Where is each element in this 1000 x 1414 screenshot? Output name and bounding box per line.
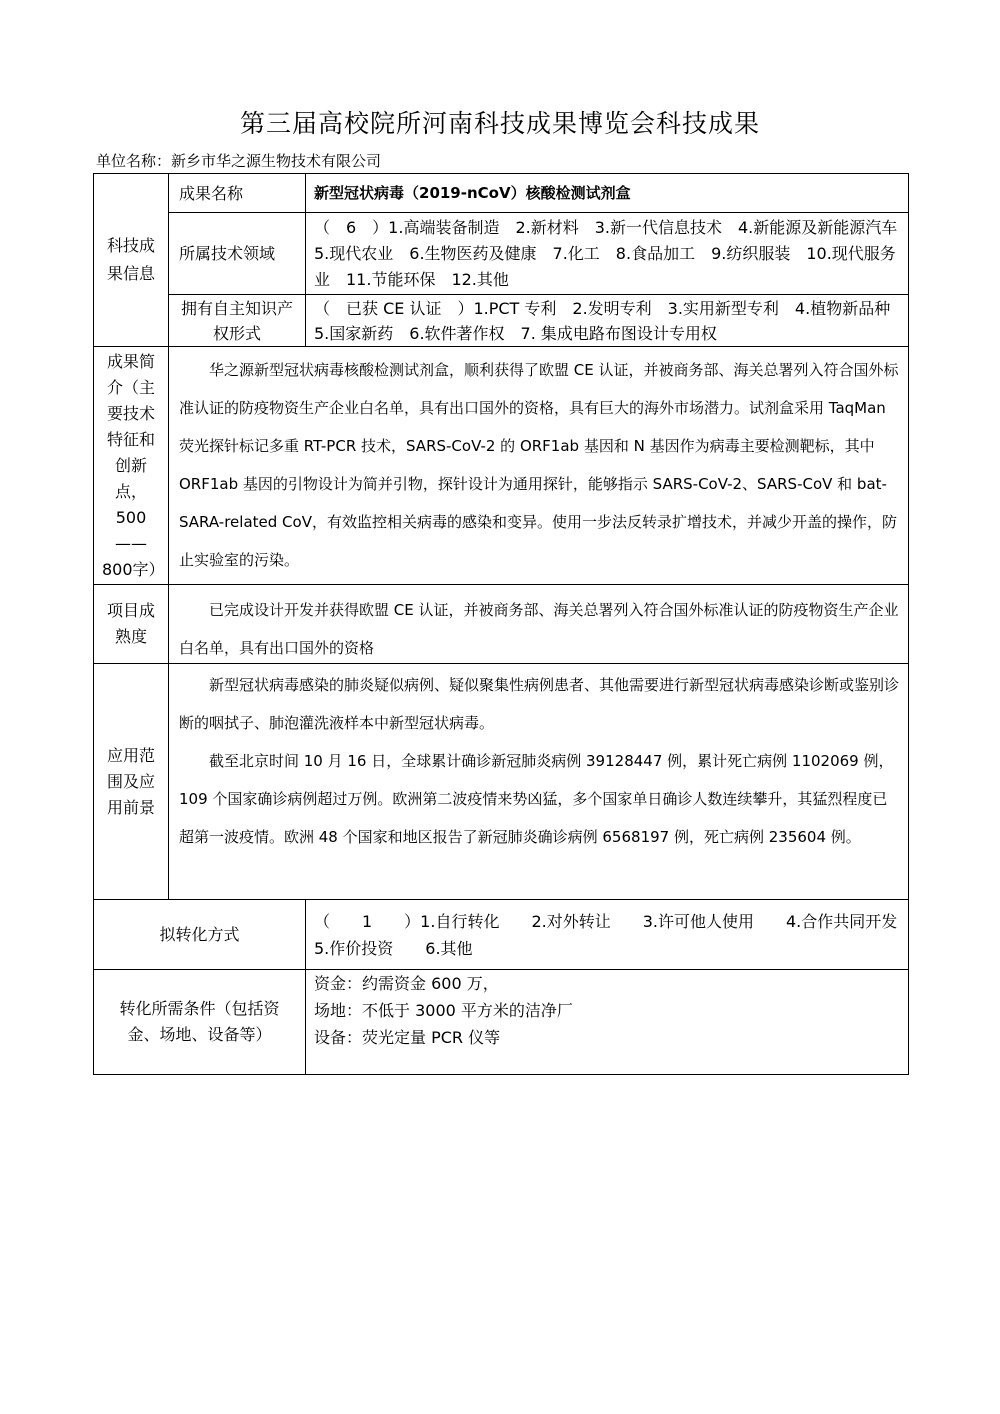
name-value: 新型冠状病毒（2019-nCoV）核酸检测试剂盒 [306,174,908,213]
achievement-table [93,173,914,1075]
unit-name: 单位名称：新乡市华之源生物技术有限公司 [96,152,382,170]
info-group-label: 科技成果信息 [94,174,169,347]
summary-label: 成果简介（主要技术特征和创新点，500——800字） [94,347,169,585]
maturity-label: 项目成熟度 [94,585,169,664]
transfer-label: 拟转化方式 [94,900,306,970]
conditions-label: 转化所需条件（包括资金、场地、设备等） [94,970,306,1074]
conditions-funds: 资金：约需资金 600 万， [314,974,499,993]
summary-text: 华之源新型冠状病毒核酸检测试剂盒，顺利获得了欧盟 CE 认证，并被商务部、海关总署列入符合国外标准认证的防疫物资生产企业白名单，具有出口国外的资格，具有巨大的海外市场潜力。试剂盒采用 TaqMan 荧光探针标记多重 RT-PCR 技术，SARS-CoV-2 的 ORF1ab 基因和 N 基因作为病毒主要检测靶标，其中 ORF1ab 基因的引物设计为简并引物，探针设计为通用探针，能够指示 SARS-CoV-2、SARS-CoV 和 bat-SARA-related CoV，有效监控相关病毒的感染和变异。使用一步法反转录扩增技术，并减少开盖的操作，防止实验室的污染。 [169,347,908,585]
application-text: 新型冠状病毒感染的肺炎疑似病例、疑似聚集性病例患者、其他需要进行新型冠状病毒感染诊断或鉴别诊断的咽拭子、肺泡灌洗液样本中新型冠状病毒。 截至北京时间 10 月 16 日，全球累计确诊新冠肺炎病例 39128447 例，累计死亡病例 1102069 例，109 个国家确诊病例超过万例。欧洲第二波疫情来势凶猛，多个国家单日确诊人数连续攀升，其猛烈程度已超第一波疫情。欧洲 48 个国家和地区报告了新冠肺炎确诊病例 6568197 例，死亡病例 235604 例。 [169,664,908,900]
conditions-value [306,970,908,1074]
maturity-text: 已完成设计开发并获得欧盟 CE 认证，并被商务部、海关总署列入符合国外标准认证的防疫物资生产企业白名单，具有出口国外的资格 [169,585,908,664]
application-label: 应用范围及应用前景 [94,664,169,900]
field-label: 所属技术领域 [169,213,306,295]
ip-value: （ 已获 CE 认证 ）1.PCT 专利 2.发明专利 3.实用新型专利 4.植物新品种 5.国家新药 6.软件著作权 7. 集成电路布图设计专用权 [306,295,908,347]
page-title: 第三届高校院所河南科技成果博览会科技成果 [239,109,760,138]
ip-label: 拥有自主知识产权形式 [169,295,306,347]
field-value: （ 6 ）1.高端装备制造 2.新材料 3.新一代信息技术 4.新能源及新能源汽车 5.现代农业 6.生物医药及健康 7.化工 8.食品加工 9.纺织服装 10.现代服务业 11.节能环保 12.其他 [306,213,908,295]
name-label: 成果名称 [169,174,306,213]
conditions-site: 场地：不低于 3000 平方米的洁净厂 [314,1001,573,1020]
transfer-value: （ 1 ）1.自行转化 2.对外转让 3.许可他人使用 4.合作共同开发 5.作价投资 6.其他 [306,900,908,970]
conditions-equipment: 设备：荧光定量 PCR 仪等 [314,1028,501,1047]
